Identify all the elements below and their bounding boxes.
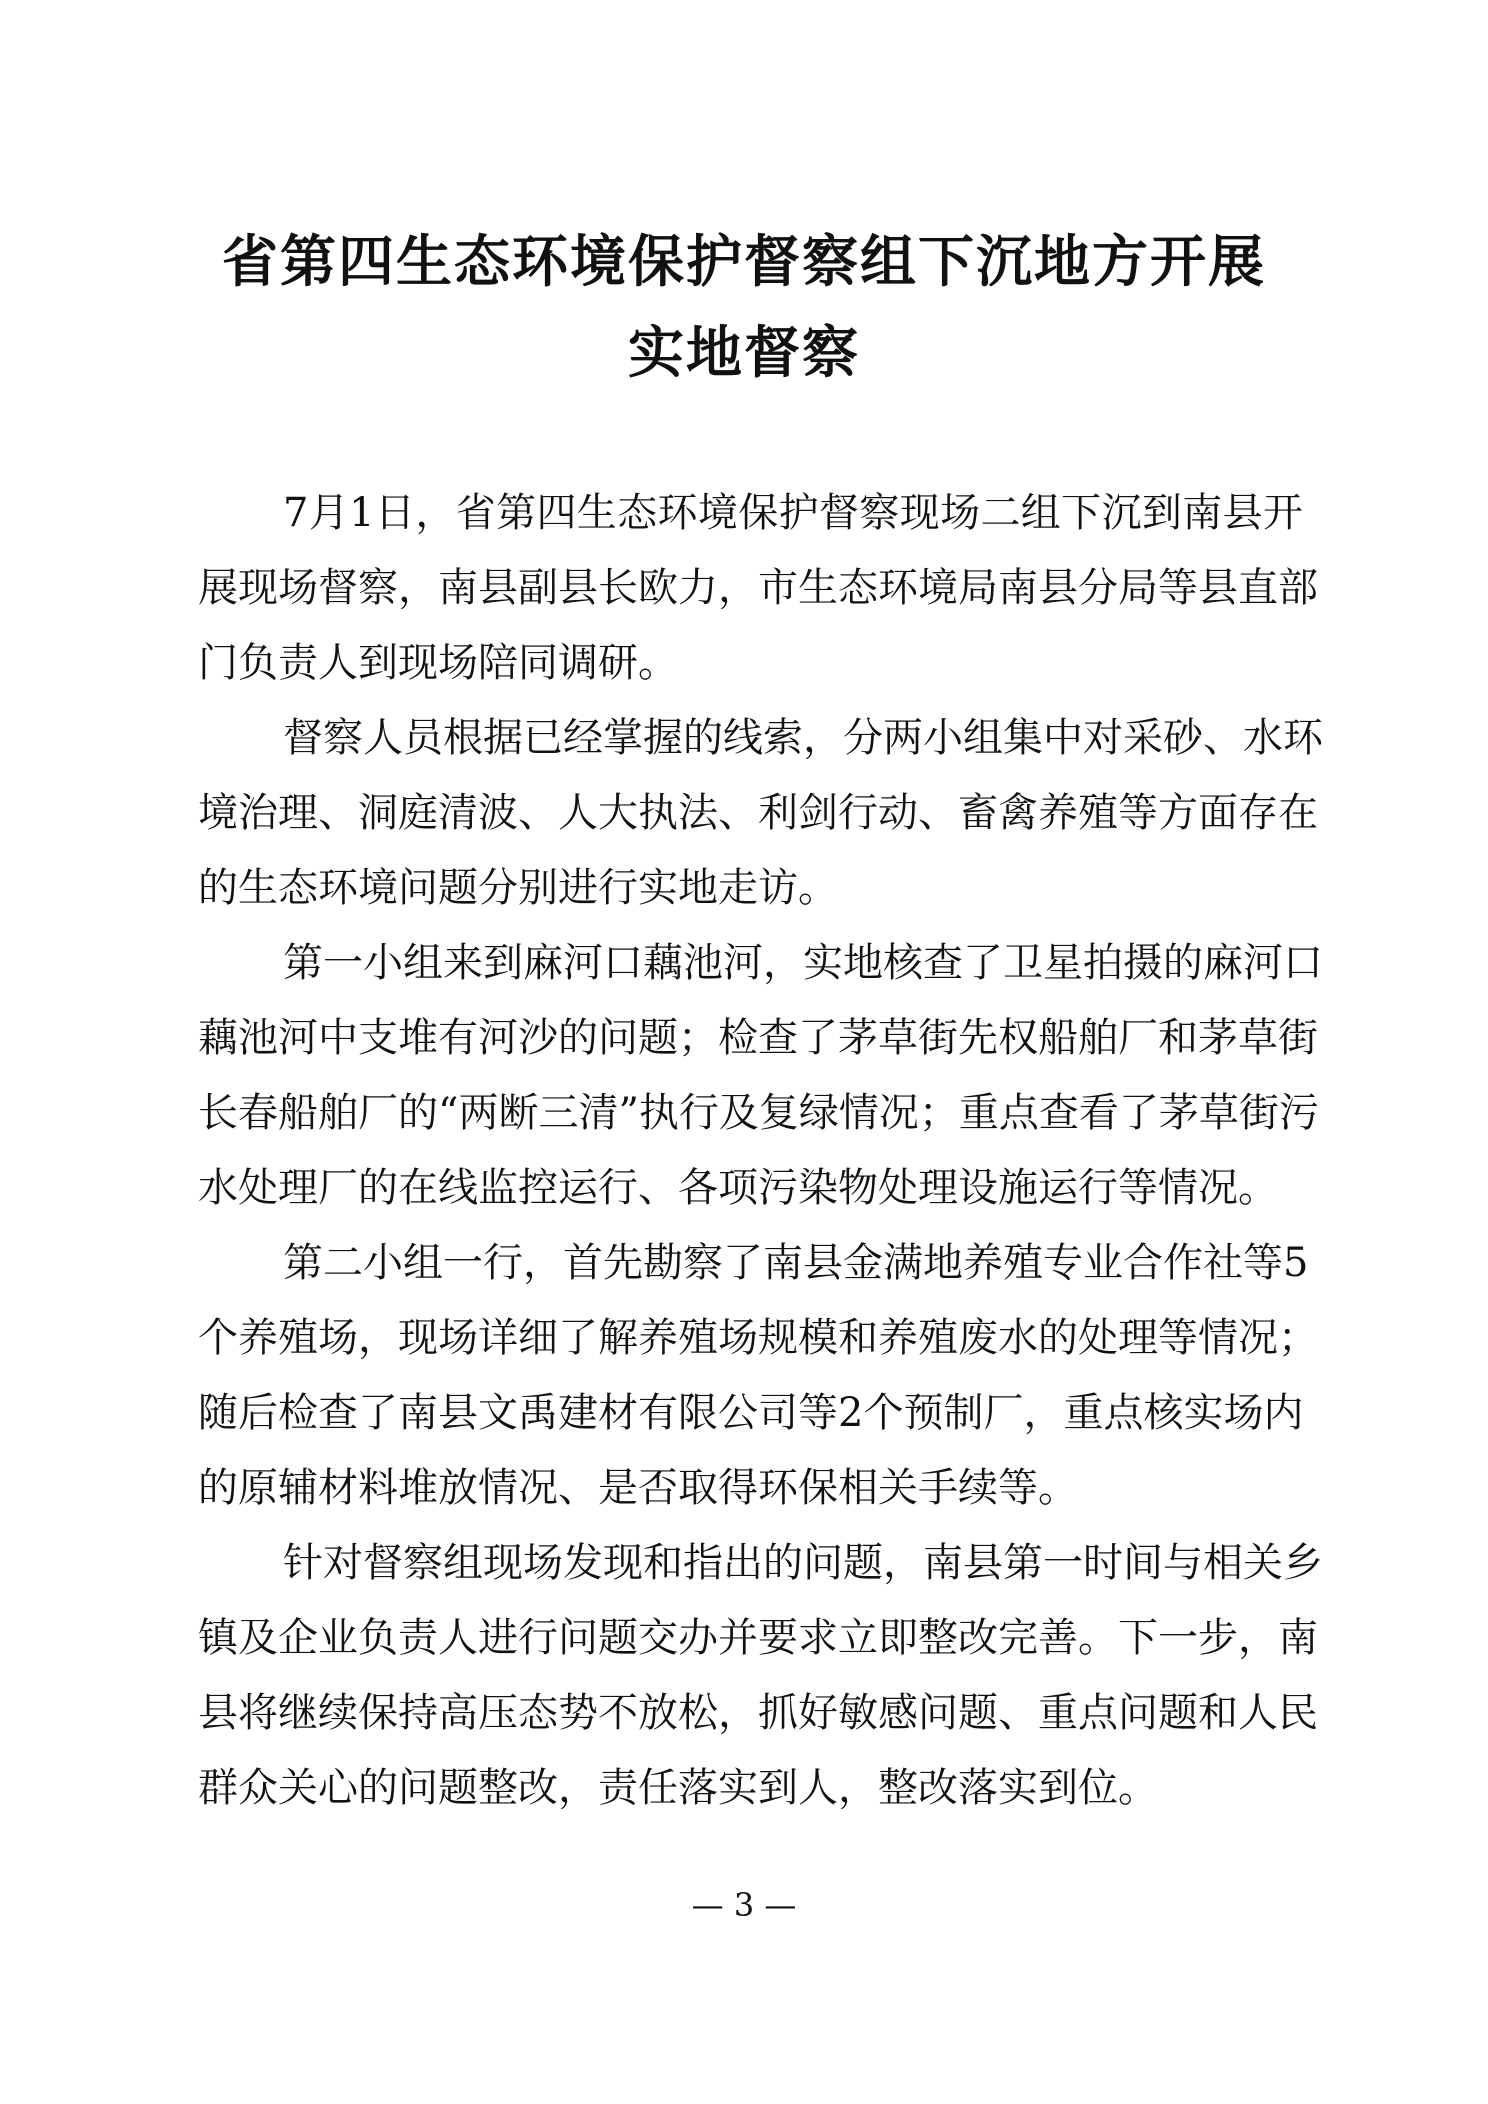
- paragraph-line: 长春船舶厂的“两断三清”执行及复绿情况；重点查看了茅草街污: [198, 1090, 1319, 1136]
- paragraph-line: 针对督察组现场发现和指出的问题，南县第一时间与相关乡: [283, 1540, 1323, 1586]
- page-number: — 3 —: [691, 1886, 797, 1924]
- document-body: [198, 476, 1323, 1826]
- paragraph-line: 第一小组来到麻河口藕池河，实地核查了卫星拍摄的麻河口: [283, 940, 1323, 986]
- paragraph-line: 7月1日，省第四生态环境保护督察现场二组下沉到南县开: [283, 490, 1303, 536]
- document-title-line-2: 实地督察: [628, 320, 860, 386]
- paragraph: [198, 476, 1318, 701]
- paragraph-line: 群众关心的问题整改，责任落实到人，整改落实到位。: [198, 1765, 1158, 1811]
- paragraph-line: 镇及企业负责人进行问题交办并要求立即整改完善。下一步，南: [198, 1615, 1318, 1661]
- paragraph-line: 的原辅材料堆放情况、是否取得环保相关手续等。: [198, 1465, 1078, 1511]
- paragraph-line: 水处理厂的在线监控运行、各项污染物处理设施运行等情况。: [198, 1165, 1278, 1211]
- paragraph: [198, 926, 1323, 1226]
- paragraph-line: 的生态环境问题分别进行实地走访。: [198, 865, 838, 911]
- paragraph-line: 督察人员根据已经掌握的线索，分两小组集中对采砂、水环: [283, 715, 1323, 761]
- paragraph-line: 随后检查了南县文禹建材有限公司等2个预制厂，重点核实场内: [198, 1390, 1304, 1436]
- document-title-line-1: 省第四生态环境保护督察组下沉地方开展: [222, 229, 1266, 295]
- paragraph-line: 个养殖场，现场详细了解养殖场规模和养殖废水的处理等情况；: [198, 1315, 1318, 1361]
- paragraph: [198, 1226, 1318, 1526]
- paragraph-line: 县将继续保持高压态势不放松，抓好敏感问题、重点问题和人民: [198, 1690, 1318, 1736]
- paragraph-line: 境治理、洞庭清波、人大执法、利剑行动、畜禽养殖等方面存在: [198, 790, 1318, 836]
- paragraph: [198, 1526, 1323, 1826]
- paragraph: [198, 701, 1323, 926]
- paragraph-line: 第二小组一行，首先勘察了南县金满地养殖专业合作社等5: [283, 1240, 1309, 1286]
- paragraph-line: 展现场督察，南县副县长欧力，市生态环境局南县分局等县直部: [198, 565, 1318, 611]
- paragraph-line: 藕池河中支堆有河沙的问题；检查了茅草街先权船舶厂和茅草街: [198, 1015, 1318, 1061]
- paragraph-line: 门负责人到现场陪同调研。: [198, 640, 678, 686]
